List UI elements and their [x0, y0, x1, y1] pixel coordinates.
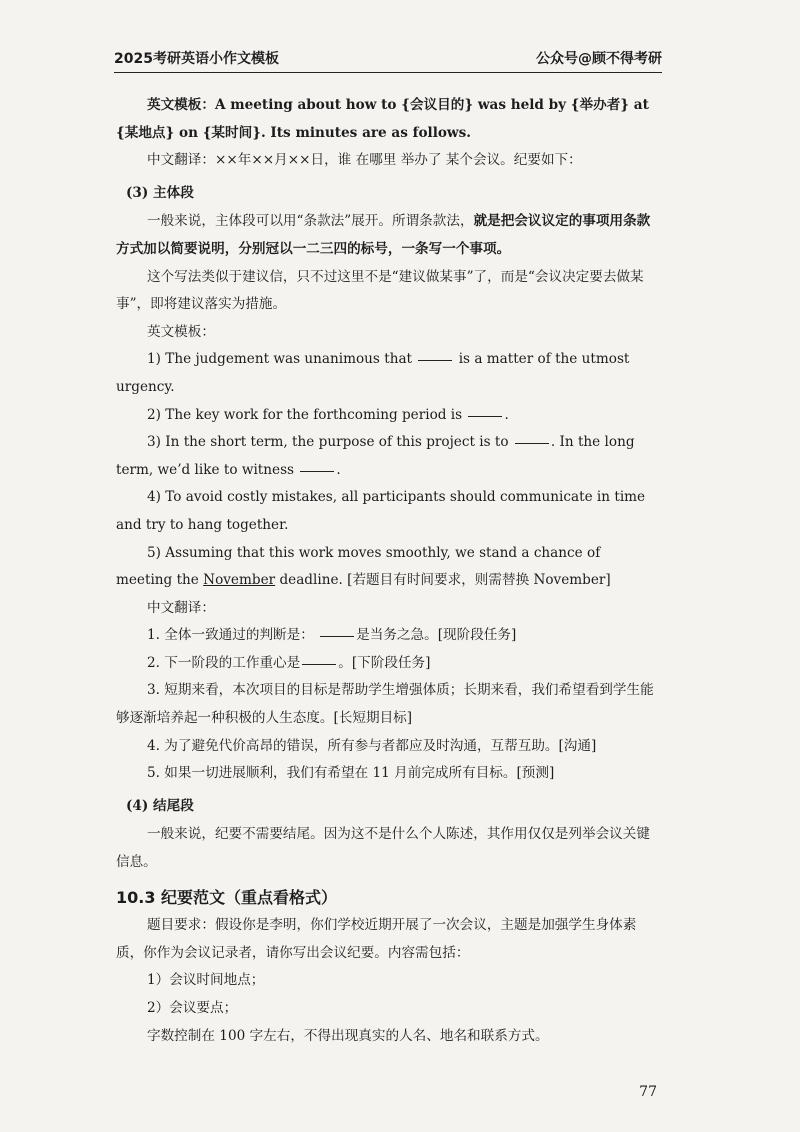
- page-number: 77: [639, 1084, 657, 1100]
- running-header: [114, 44, 662, 73]
- body-paragraph-2: 这个写法类似于建议信，只不过这里不是“建议做某事”了，而是“会议决定要去做某事”，即将建议落实为措施。: [116, 268, 644, 313]
- fill-blank: [418, 359, 452, 361]
- template-sentence-5: 5) Assuming that this work moves smoothly, we stand a chance of meeting the November deadline. [若题目有时间要求，则需替换 November]: [116, 544, 611, 589]
- translation-item-2: 2. 下一阶段的工作重心是 。[下阶段任务]: [147, 654, 431, 671]
- body-paragraph-1: 一般来说，主体段可以用“条款法”展开。所谓条款法，就是把会议议定的事项用条款方式加以简要说明，分别冠以一二三四的标号，一条写一个事项。: [116, 213, 651, 257]
- translation-item-1: 1. 全体一致通过的判断是： 是当务之急。[现阶段任务]: [147, 627, 517, 644]
- template-sentence-2: 2) The key work for the forthcoming period is .: [147, 406, 509, 423]
- sample-heading: 10.3 纪要范文（重点看格式）: [116, 887, 338, 907]
- ending-paragraph: 一般来说，纪要不需要结尾。因为这不是什么个人陈述，其作用仅仅是列举会议关键信息。: [116, 826, 650, 871]
- chinese-translation-label: 中文翻译：: [147, 599, 215, 616]
- page-body: [116, 92, 656, 1050]
- translation-item-4: 4. 为了避免代价高昂的错误，所有参与者都应及时沟通，互帮互助。[沟通]: [147, 737, 597, 754]
- fill-blank: [515, 442, 549, 444]
- template-sentence-3: 3) In the short term, the purpose of this project is to . In the long term, we’d like to witness .: [116, 434, 635, 478]
- sample-word-limit: 字数控制在 100 字左右，不得出现真实的人名、地名和联系方式。: [147, 1027, 549, 1044]
- chinese-translation-line: 中文翻译：××年××月××日，谁 在哪里 举办了 某个会议。纪要如下：: [147, 152, 582, 169]
- fill-blank: [302, 663, 336, 665]
- fill-blank: [300, 470, 334, 472]
- english-template-label: 英文模板：: [147, 323, 215, 340]
- header-title: 2025考研英语小作文模板: [114, 51, 279, 67]
- translation-item-3: 3. 短期来看，本次项目的目标是帮助学生增强体质；长期来看，我们希望看到学生能够逐渐培养起一种积极的人生态度。[长短期目标]: [116, 682, 654, 727]
- fill-blank: [468, 415, 502, 417]
- template-sentence-4: 4) To avoid costly mistakes, all participants should communicate in time and try to hang together.: [116, 489, 646, 533]
- sample-item-1: 1）会议时间地点；: [147, 972, 265, 989]
- section-title-body: (3) 主体段: [126, 184, 194, 201]
- sample-prompt: 题目要求：假设你是李明，你们学校近期开展了一次会议，主题是加强学生身体素质，你作为会议记录者，请你写出会议纪要。内容需包括：: [116, 917, 637, 961]
- sample-item-2: 2）会议要点；: [147, 1000, 238, 1016]
- english-template-line: 英文模板：A meeting about how to {会议目的} was held by {举办者} at {某地点} on {某时间}. Its minutes are as follows.: [116, 97, 649, 141]
- template-sentence-1: 1) The judgement was unanimous that is a matter of the utmost urgency.: [116, 351, 630, 395]
- translation-item-5: 5. 如果一切进展顺利，我们有希望在 11 月前完成所有目标。[预测]: [147, 765, 555, 782]
- header-source: 公众号@顾不得考研: [536, 51, 662, 67]
- fill-blank: [320, 635, 354, 637]
- section-title-ending: (4) 结尾段: [126, 797, 194, 814]
